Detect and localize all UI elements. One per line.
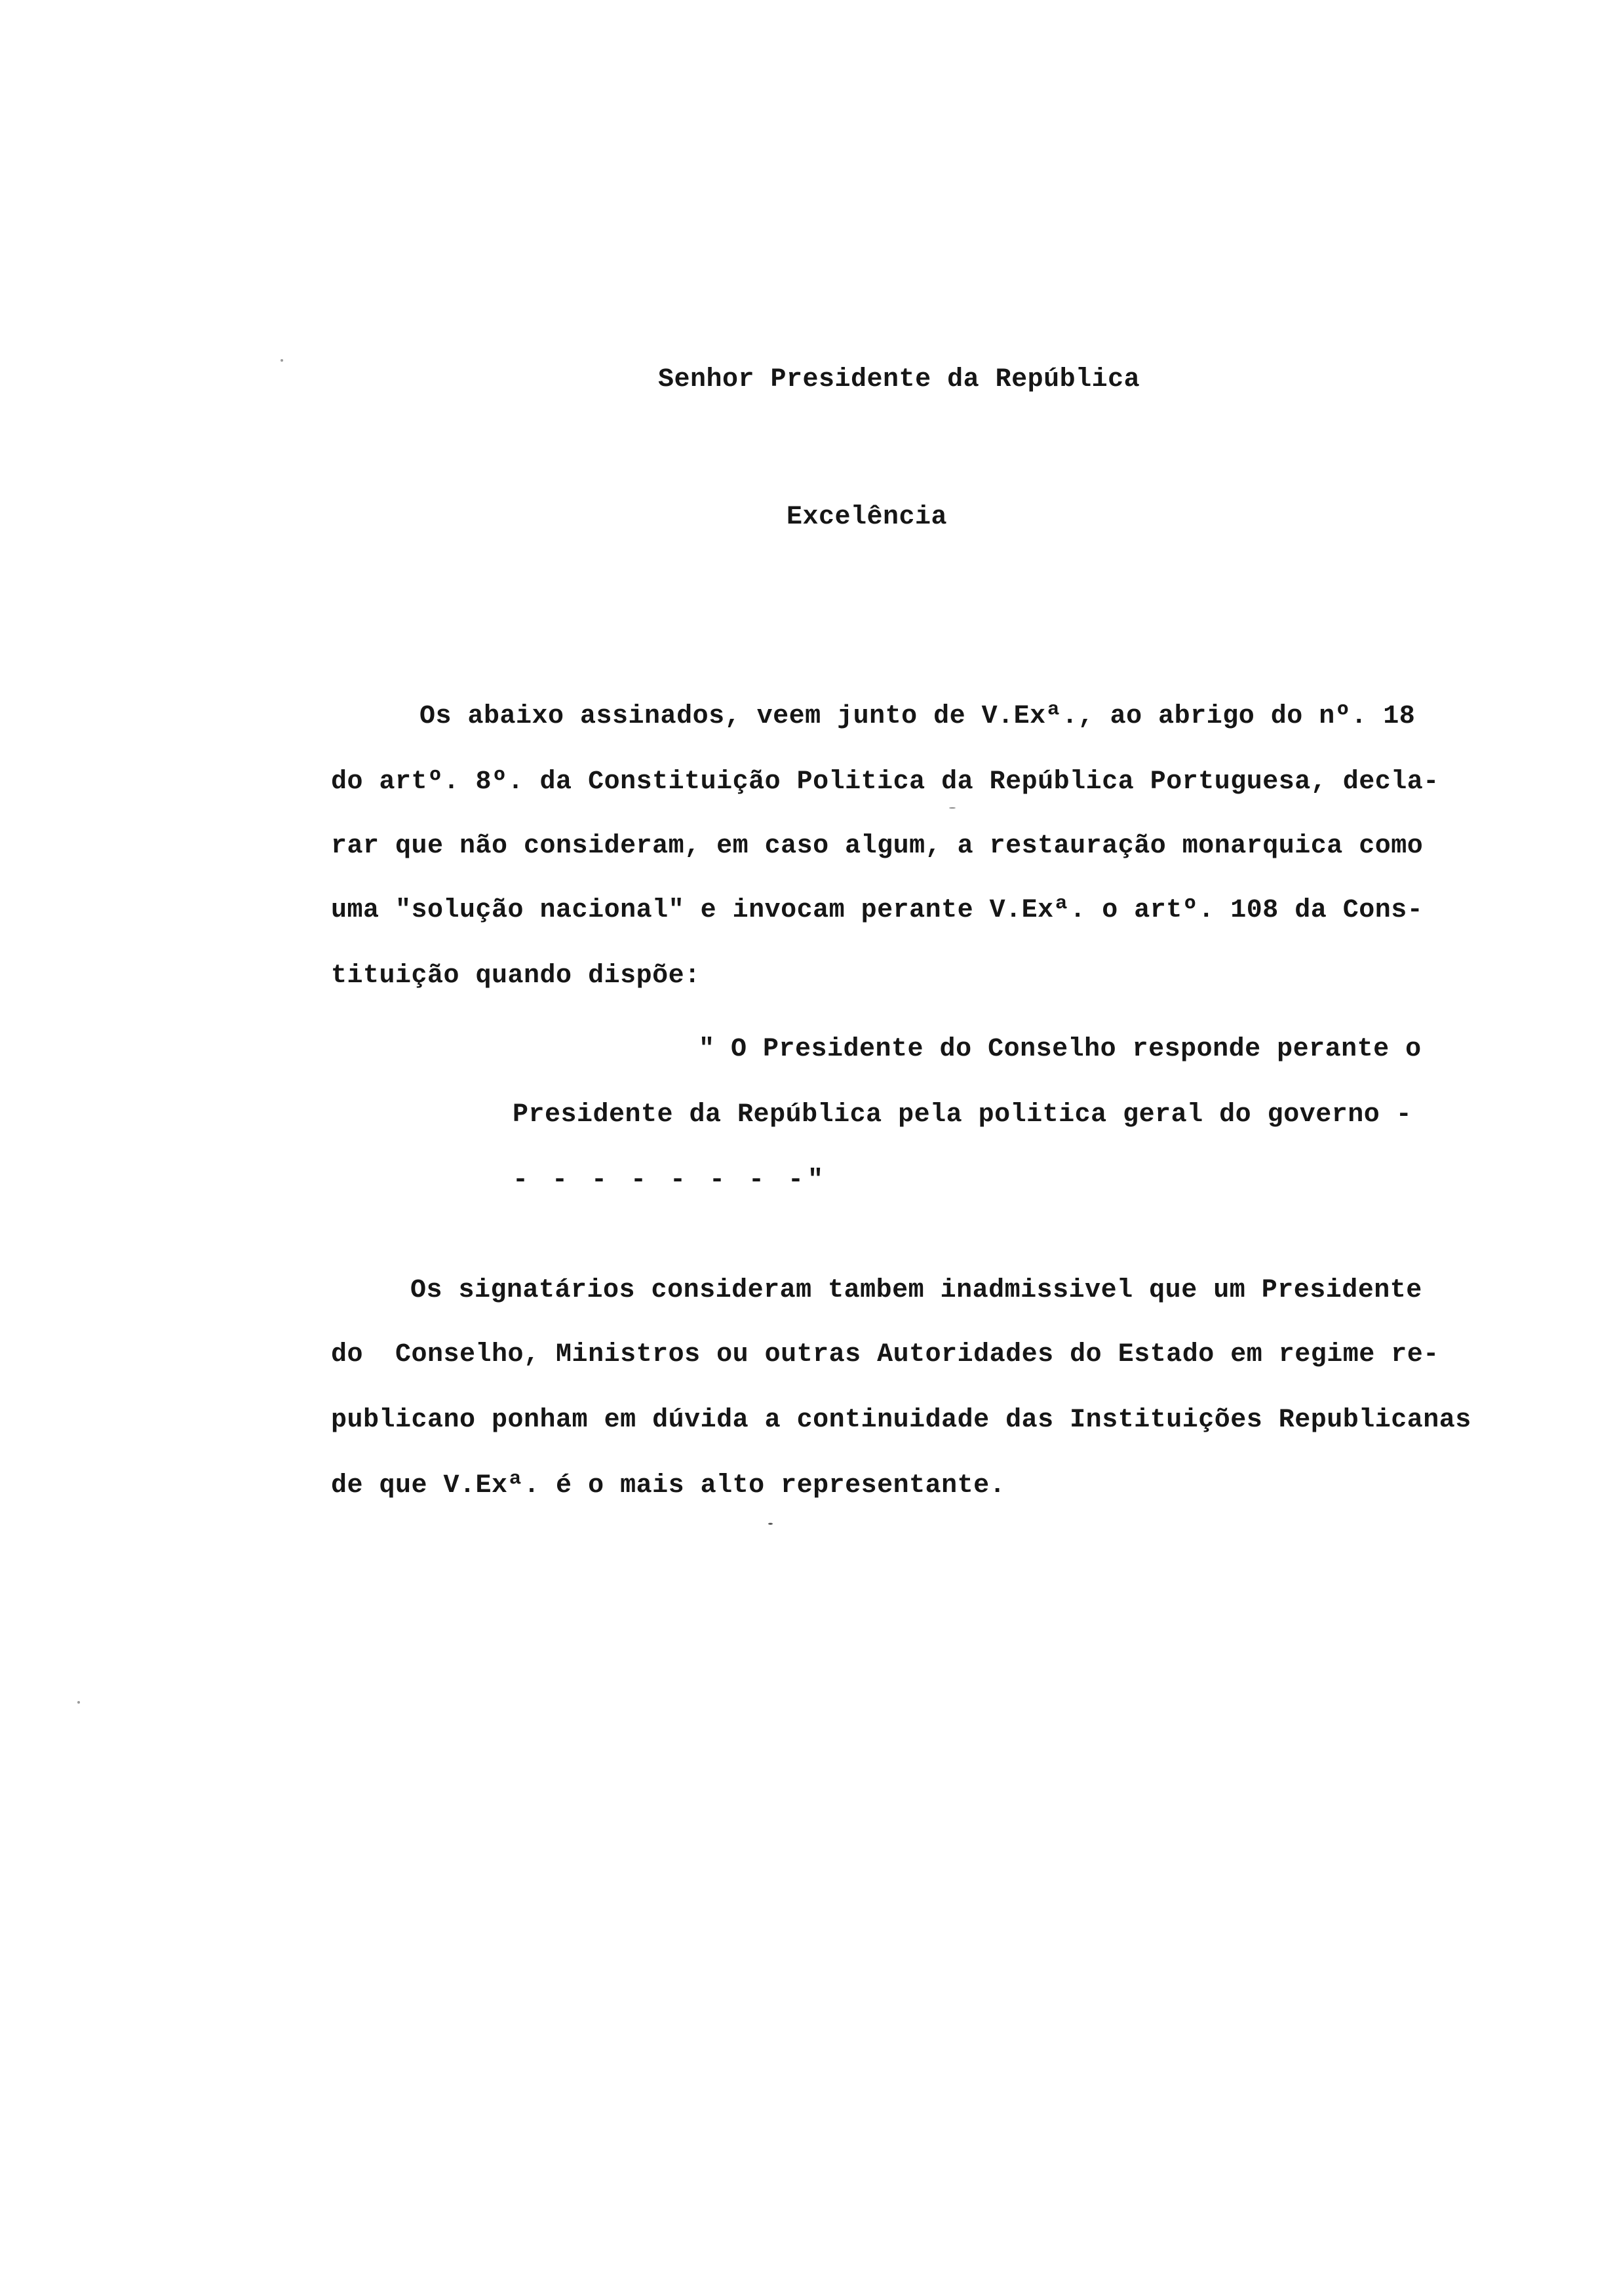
paragraph-line: tituição quando dispõe: <box>331 961 701 991</box>
salutation: Senhor Presidente da República <box>658 365 1140 394</box>
quote-line: - - - - - - - -" <box>513 1166 828 1195</box>
paragraph-line: do Conselho, Ministros ou outras Autoridades do Estado em regime re- <box>331 1340 1439 1369</box>
paper-speck <box>77 1701 80 1704</box>
paper-speck <box>949 807 956 809</box>
paragraph-line: Os abaixo assinados, veem junto de V.Exª., ao abrigo do nº. 18 <box>419 702 1416 731</box>
paragraph-line: uma "solução nacional" e invocam perante V.Exª. o artº. 108 da Cons- <box>331 896 1424 925</box>
paragraph-line: publicano ponham em dúvida a continuidade das Instituições Republicanas <box>331 1406 1471 1435</box>
paper-speck <box>768 1523 773 1525</box>
paragraph-line: do artº. 8º. da Constituição Politica da República Portuguesa, decla- <box>331 767 1439 797</box>
paragraph-line: Os signatários consideram tambem inadmissivel que um Presidente <box>410 1276 1422 1305</box>
paper-speck <box>281 359 283 362</box>
quote-line: Presidente da República pela politica geral do governo - <box>513 1100 1412 1130</box>
paragraph-line: de que V.Exª. é o mais alto representante. <box>331 1471 1006 1501</box>
paragraph-line: rar que não consideram, em caso algum, a restauração monarquica como <box>331 832 1424 861</box>
greeting: Excelência <box>787 503 948 532</box>
quote-line: " O Presidente do Conselho responde perante o <box>699 1035 1422 1064</box>
